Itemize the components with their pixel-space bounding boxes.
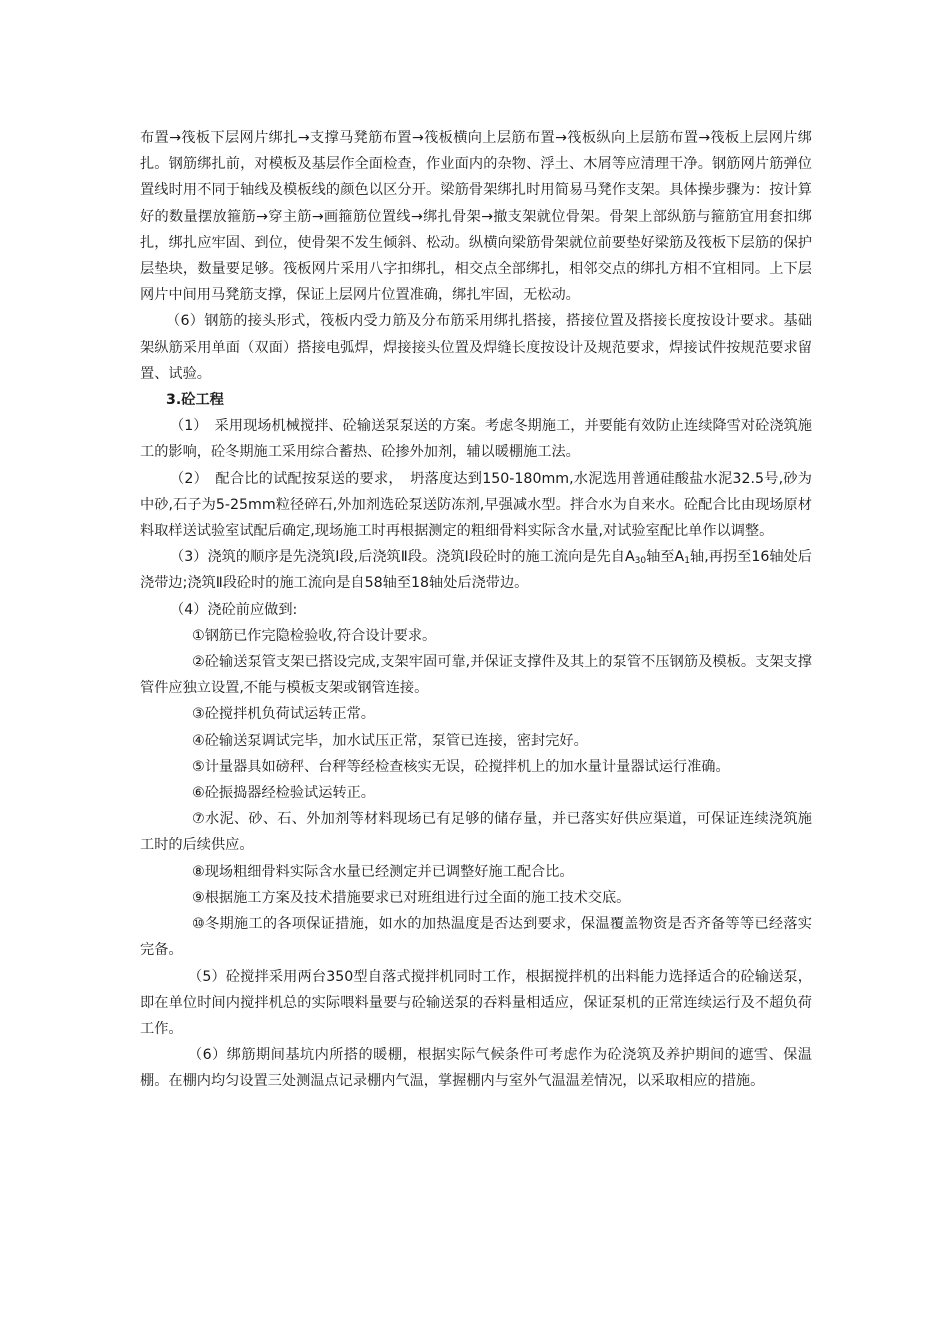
paragraph-intro: 布置→筏板下层网片绑扎→支撑马凳筋布置→筏板横向上层筋布置→筏板纵向上层筋布置→筏板上层网片绑扎。钢筋绑扎前，对模板及基层作全面检查，作业面内的杂物、浮土、木屑等应清理干净。钢筋网片筋弹位置线时用不同于轴线及模板线的颜色以区分开。梁筋骨架绑扎时用简易马凳作支架。具体操步骤为：按计算好的数量摆放箍筋→穿主筋→画箍筋位置线→绑扎骨架→撤支架就位骨架。骨架上部纵筋与箍筋宜用套扣绑扎，绑扎应牢固、到位，使骨架不发生倾斜、松动。纵横向梁筋骨架就位前要垫好梁筋及筏板下层筋的保护层垫块，数量要足够。筏板网片采用八字扣绑扎，相交点全部绑扎，相邻交点的绑扎方相不宜相同。上下层网片中间用马凳筋支撑，保证上层网片位置准确，绑扎牢固，无松动。 [140, 130, 812, 304]
pour-sequence-text-c: 轴,再拐至16轴处后浇带边;浇筑Ⅱ段砼时的施工流向是自58轴至18轴处后浇带边。 [140, 549, 812, 592]
checklist-item-4: ④砼输送泵调试完毕，加水试压正常，泵管已连接，密封完好。 [192, 732, 588, 749]
checklist-item-2: ②砼输送泵管支架已搭设完成,支架牢固可靠,并保证支撑件及其上的泵管不压钢筋及模板。支架支撑管件应独立设置,不能与模板支架或钢管连接。 [140, 654, 812, 697]
axis-subscript-30: 30 [634, 556, 647, 567]
section-heading-concrete: 3.砼工程 [166, 392, 224, 409]
paragraph-concrete-3 [140, 544, 812, 596]
paragraph-concrete-1: （1） 采用现场机械搅拌、砼输送泵泵送的方案。考虑冬期施工，并要能有效防止连续降雪对砼浇筑施工的影响，砼冬期施工采用综合蓄热、砼掺外加剂，辅以暖棚施工法。 [140, 418, 812, 461]
pour-sequence-text-b: 轴至A [646, 549, 685, 566]
checklist-item-5: ⑤计量器具如磅秤、台秤等经检查核实无误，砼搅拌机上的加水量计量器试运行准确。 [192, 758, 730, 775]
paragraph-concrete-2: （2） 配合比的试配按泵送的要求， 坍落度达到150-180mm,水泥选用普通硅酸盐水泥32.5号,砂为中砂,石子为5-25mm粒径碎石,外加剂选砼泵送防冻剂,早强减水型。拌合水为自来水。砼配合比由现场原材料取样送试验室试配后确定,现场施工时再根据测定的粗细骨料实际含水量,对试验室配比单作以调整。 [140, 470, 812, 540]
document-body [140, 125, 812, 1095]
checklist-item-6: ⑥砼振捣器经检验试运转正。 [192, 785, 375, 802]
checklist-item-10: ⑩冬期施工的各项保证措施，如水的加热温度是否达到要求，保温覆盖物资是否齐备等等已经落实完备。 [140, 916, 812, 959]
paragraph-concrete-6: （6）绑筋期间基坑内所搭的暖棚，根据实际气候条件可考虑作为砼浇筑及养护期间的遮雪、保温棚。在棚内均匀设置三处测温点记录棚内气温，掌握棚内与室外气温温差情况，以采取相应的措施。 [140, 1047, 812, 1090]
checklist-item-7: ⑦水泥、砂、石、外加剂等材料现场已有足够的储存量，并已落实好供应渠道，可保证连续浇筑施工时的后续供应。 [140, 811, 812, 854]
paragraph-rebar-joints: （6）钢筋的接头形式，筏板内受力筋及分布筋采用绑扎搭接，搭接位置及搭接长度按设计要求。基础架纵筋采用单面（双面）搭接电弧焊，焊接接头位置及焊缝长度按设计及规范要求，焊接试件按规范要求留置、试验。 [140, 313, 812, 382]
axis-subscript-1: 1 [684, 556, 690, 567]
checklist-item-3: ③砼搅拌机负荷试运转正常。 [192, 706, 375, 723]
checklist-item-9: ⑨根据施工方案及技术措施要求已对班组进行过全面的施工技术交底。 [192, 889, 631, 906]
paragraph-concrete-5: （5）砼搅拌采用两台350型自落式搅拌机同时工作，根据搅拌机的出料能力选择适合的砼输送泵，即在单位时间内搅拌机总的实际喂料量要与砼输送泵的吞料量相适应，保证泵机的正常连续运行及不超负荷工作。 [140, 968, 812, 1037]
checklist-item-8: ⑧现场粗细骨料实际含水量已经测定并已调整好施工配合比。 [192, 863, 574, 880]
pour-sequence-text-a: （3）浇筑的顺序是先浇筑Ⅰ段,后浇筑Ⅱ段。浇筑Ⅰ段砼时的施工流向是先自A [170, 549, 635, 566]
checklist-item-1: ①钢筋已作完隐检验收,符合设计要求。 [192, 627, 437, 644]
paragraph-concrete-4: （4）浇砼前应做到: [170, 601, 298, 618]
